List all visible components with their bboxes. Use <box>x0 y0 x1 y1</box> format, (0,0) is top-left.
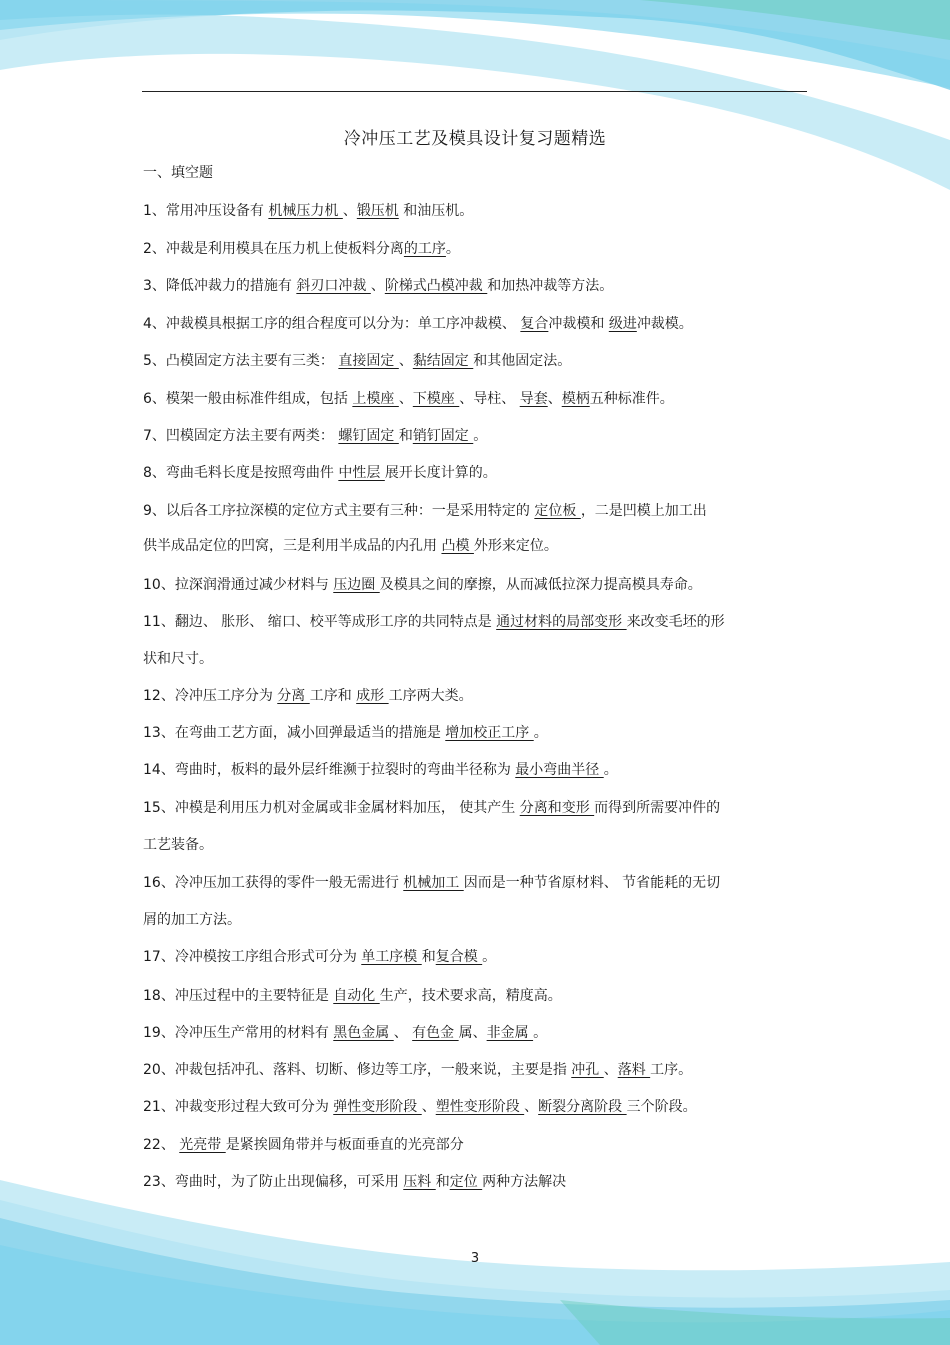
answer-blank: 复合模 <box>435 949 483 965</box>
answer-blank: 塑性变形阶段 <box>435 1099 525 1115</box>
question-text: 来改变毛坯的形 <box>626 614 725 630</box>
question-text: 、 <box>370 278 385 294</box>
question-text: 是紧挨圆角带并与板面垂直的光亮部分 <box>225 1137 464 1153</box>
question-text: 两种方法解决 <box>482 1174 567 1190</box>
answer-blank: 凸模 <box>441 538 474 554</box>
question-text: 2、冲裁是利用模具在压力机上使板料分离 <box>143 241 404 257</box>
question-line <box>143 1135 464 1155</box>
question-text: 和加热冲裁等方法。 <box>487 278 614 294</box>
answer-blank: 复合 <box>520 316 549 332</box>
answer-blank: 级进 <box>608 316 637 332</box>
question-text: 3、降低冲裁力的措施有 <box>143 278 297 294</box>
question-line <box>143 239 460 259</box>
answer-blank: 压边圈 <box>333 577 380 593</box>
question-text: 外形来定位。 <box>473 538 558 554</box>
question-line <box>143 798 720 818</box>
question-text: 14、弯曲时，板料的最外层纤维濒于拉裂时的弯曲半径称为 <box>143 762 516 778</box>
question-text: 和 <box>421 949 436 965</box>
question-line <box>143 873 720 893</box>
question-text: 工序两大类。 <box>388 688 473 704</box>
question-text: 4、冲裁模具根据工序的组合程度可以分为：单工序冲裁模、 <box>143 316 521 332</box>
question-text: 、 <box>398 353 413 369</box>
answer-blank: 螺钉固定 <box>338 428 399 444</box>
question-line <box>143 536 558 556</box>
question-text: 冲裁模和 <box>548 316 609 332</box>
question-line <box>143 1097 697 1117</box>
answer-blank: 阶梯式凸模冲裁 <box>384 278 488 294</box>
question-text: 13、在弯曲工艺方面，减小回弹最适当的措施是 <box>143 725 446 741</box>
answer-blank: 黑色金属 <box>333 1025 394 1041</box>
question-line <box>143 351 571 371</box>
question-text: 工序和 <box>309 688 357 704</box>
question-text: 。 <box>482 949 497 965</box>
question-text: 和油压机。 <box>398 203 474 219</box>
question-text: 五种标准件。 <box>589 391 674 407</box>
question-text: 9、以后各工序拉深模的定位方式主要有三种：一是采用特定的 <box>143 503 535 519</box>
answer-blank: 黏结固定 <box>412 353 474 369</box>
question-text: 及模具之间的摩擦，从而减低拉深力提高模具寿命。 <box>379 577 702 593</box>
answer-blank: 斜刃口冲裁 <box>296 278 371 294</box>
answer-blank: 单工序模 <box>361 949 422 965</box>
answer-blank: 增加校正工序 <box>445 725 534 741</box>
answer-blank: 冲孔 <box>571 1062 604 1078</box>
question-text: 而得到所需要冲件的 <box>594 800 721 816</box>
header-rule <box>142 91 807 92</box>
question-line <box>143 723 548 743</box>
answer-blank: 有色金 <box>412 1025 459 1041</box>
question-text: 、 <box>547 391 562 407</box>
document-title: 冷冲压工艺及模具设计复习题精选 <box>343 129 607 149</box>
question-text: 6、模架一般由标准件组成，包括 <box>143 391 353 407</box>
question-text: 三个阶段。 <box>626 1099 697 1115</box>
question-line <box>143 612 725 632</box>
answer-blank: 机械压力机 <box>268 203 343 219</box>
question-text: 冲裁模。 <box>636 316 693 332</box>
answer-blank: 导套 <box>519 391 548 407</box>
question-line <box>143 686 473 706</box>
question-line <box>143 649 213 669</box>
answer-blank: 中性层 <box>338 465 385 481</box>
answer-blank: 下模座 <box>412 391 460 407</box>
answer-blank: 锻压机 <box>356 203 399 219</box>
question-text: 展开长度计算的。 <box>384 465 497 481</box>
question-text: 19、冷冲压生产常用的材料有 <box>143 1025 334 1041</box>
answer-blank: 压料 <box>403 1174 436 1190</box>
question-text: 23、弯曲时，为了防止出现偏移，可采用 <box>143 1174 404 1190</box>
question-line <box>143 426 487 446</box>
question-line <box>143 1060 692 1080</box>
answer-blank: 定位 <box>449 1174 483 1190</box>
page-number: 3 <box>470 1251 480 1266</box>
question-text: 。 <box>445 241 460 257</box>
question-text: 10、拉深润滑通过减少材料与 <box>143 577 334 593</box>
question-text: 生产，技术要求高，精度高。 <box>379 988 562 1004</box>
question-text: ，二是凹模上加工出 <box>580 503 707 519</box>
question-line <box>143 1023 547 1043</box>
question-line <box>143 501 707 521</box>
answer-blank: 分离 <box>277 688 310 704</box>
question-text: 属、 <box>458 1025 487 1041</box>
question-text: 、 <box>393 1025 413 1041</box>
question-text: 工序。 <box>650 1062 693 1078</box>
answer-blank: 通过材料的局部变形 <box>496 614 627 630</box>
answer-blank: 直接固定 <box>338 353 399 369</box>
answer-blank: 定位板 <box>534 503 581 519</box>
question-text: 和其他固定法。 <box>473 353 572 369</box>
answer-blank: 成形 <box>356 688 389 704</box>
answer-blank: 落料 <box>617 1062 651 1078</box>
question-text: 、 <box>603 1062 618 1078</box>
question-text: 屑的加工方法。 <box>143 912 241 928</box>
question-line <box>143 463 497 483</box>
question-text: 20、冲裁包括冲孔、落料、切断、修边等工序，一般来说，主要是指 <box>143 1062 572 1078</box>
question-text: 和 <box>435 1174 450 1190</box>
question-text: 、 <box>524 1099 539 1115</box>
question-line <box>143 1172 566 1192</box>
question-text: 。 <box>533 1025 548 1041</box>
question-text: 供半成品定位的凹窝，三是利用半成品的内孔用 <box>143 538 442 554</box>
answer-blank: 模柄 <box>561 391 590 407</box>
question-line <box>143 910 241 930</box>
question-line <box>143 835 213 855</box>
question-text: 18、冲压过程中的主要特征是 <box>143 988 334 1004</box>
question-line <box>143 575 702 595</box>
question-text: 22、 <box>143 1137 180 1153</box>
question-line <box>143 389 674 409</box>
question-line <box>143 947 496 967</box>
answer-blank: 上模座 <box>352 391 399 407</box>
question-text: 、 <box>421 1099 436 1115</box>
question-text: 5、凸模固定方法主要有三类： <box>143 353 339 369</box>
question-line <box>143 986 562 1006</box>
question-text: 因而是一种节省原材料、 节省能耗的无切 <box>463 875 721 891</box>
question-text: 、 <box>342 203 357 219</box>
answer-blank: 机械加工 <box>403 875 464 891</box>
question-text: 7、凹模固定方法主要有两类： <box>143 428 339 444</box>
answer-blank: 的工序 <box>403 241 446 257</box>
question-line <box>143 760 618 780</box>
question-line <box>143 276 613 296</box>
question-text: 12、冷冲压工序分为 <box>143 688 278 704</box>
question-text: 、导柱、 <box>459 391 520 407</box>
section-heading: 一、填空题 <box>143 165 213 181</box>
answer-blank: 分离和变形 <box>519 800 595 816</box>
answer-blank: 弹性变形阶段 <box>333 1099 422 1115</box>
question-text: 1、常用冲压设备有 <box>143 203 269 219</box>
question-text: 8、弯曲毛料长度是按照弯曲件 <box>143 465 339 481</box>
question-text: 状和尺寸。 <box>143 651 213 667</box>
question-text: 工艺装备。 <box>143 837 213 853</box>
answer-blank: 最小弯曲半径 <box>515 762 604 778</box>
answer-blank: 销钉固定 <box>412 428 474 444</box>
question-text: 和 <box>398 428 413 444</box>
question-text: 17、冷冲模按工序组合形式可分为 <box>143 949 362 965</box>
answer-blank: 断裂分离阶段 <box>538 1099 627 1115</box>
question-text: 15、冲模是利用压力机对金属或非金属材料加压， 使其产生 <box>143 800 520 816</box>
question-text: 。 <box>603 762 618 778</box>
answer-blank: 自动化 <box>333 988 380 1004</box>
question-text: 、 <box>398 391 413 407</box>
question-line <box>143 201 473 221</box>
answer-blank: 光亮带 <box>179 1137 226 1153</box>
question-text: 16、冷冲压加工获得的零件一般无需进行 <box>143 875 404 891</box>
question-line <box>143 314 693 334</box>
question-text: 11、翻边、 胀形、 缩口、校平等成形工序的共同特点是 <box>143 614 497 630</box>
question-text: 。 <box>533 725 548 741</box>
question-text: 21、冲裁变形过程大致可分为 <box>143 1099 334 1115</box>
answer-blank: 非金属 <box>486 1025 534 1041</box>
question-text: 。 <box>473 428 488 444</box>
